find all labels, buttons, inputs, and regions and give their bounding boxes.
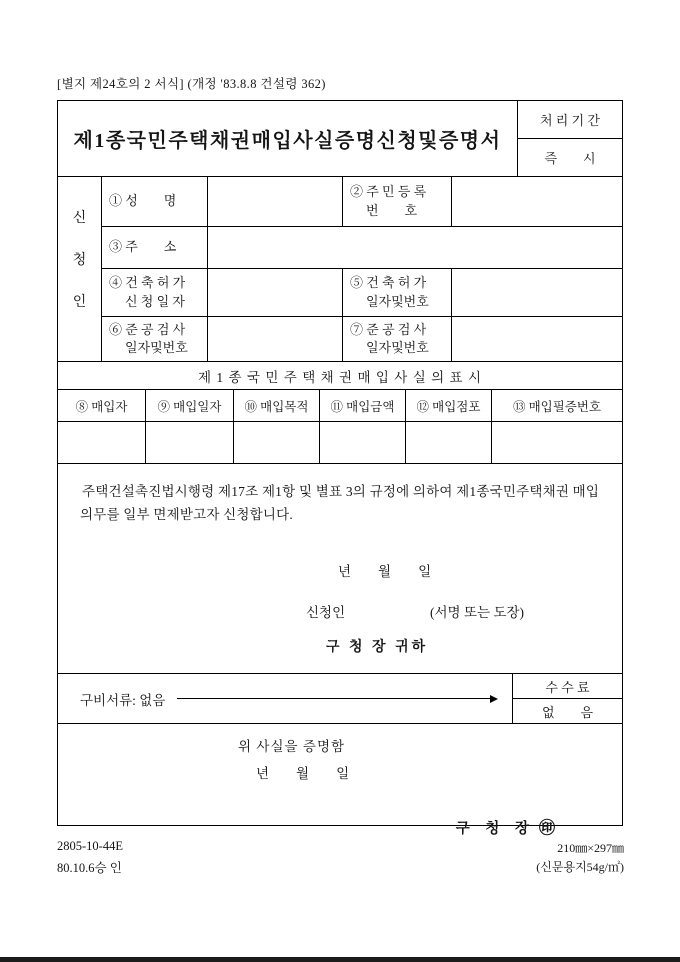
applicant-signature-label: 신청인	[306, 605, 346, 620]
applicant-side-label	[58, 177, 102, 361]
form-number: 2805-10-44E	[57, 839, 123, 853]
table-empty-cell	[492, 422, 622, 463]
permit-application-date-label: ④ 건 축 허 가 신 청 일 자	[102, 269, 208, 316]
building-permit-row	[102, 269, 622, 317]
name-value-cell	[208, 177, 343, 226]
purchase-table-empty-row	[58, 422, 622, 464]
name-label: ① 성 명	[102, 177, 208, 226]
resident-number-label: ② 주 민 등 록 번 호	[342, 177, 452, 226]
purchase-table-header	[58, 390, 622, 422]
column-header-certificate-number: ⑬ 매입필증번호	[512, 399, 602, 414]
table-empty-cell	[234, 422, 320, 463]
applicant-fields	[102, 177, 622, 361]
completion-inspection-label-7: ⑦ 준 공 검 사 일자및번호	[342, 317, 452, 361]
addressee-line: 구 청 장 귀하	[326, 640, 429, 655]
required-documents-cell	[58, 674, 513, 723]
paper-spec-note: (신문용지54g/㎡)	[536, 860, 624, 874]
applicant-side-char: 신	[72, 211, 87, 226]
applicant-side-char: 청	[72, 253, 87, 268]
processing-time-label: 처 리 기 간	[518, 101, 622, 139]
fee-value: 없 음	[541, 704, 594, 720]
table-empty-cell	[320, 422, 406, 463]
address-value-cell	[208, 227, 622, 268]
arrow-head-icon	[490, 695, 498, 703]
column-header-buyer: ⑧ 매입자	[58, 390, 146, 421]
certification-section	[58, 724, 622, 837]
scan-edge-artifact	[0, 957, 680, 962]
fee-box	[513, 674, 622, 723]
completion-inspection-value-cell-6	[208, 317, 343, 361]
certification-date-line: 년 월 일	[256, 766, 350, 781]
purchase-section-title: 제 1 종 국 민 주 택 채 권 매 입 사 실 의 표 시	[58, 362, 622, 390]
permit-date-number-value-cell	[452, 269, 622, 316]
application-form	[57, 100, 623, 837]
approval-note: 80.10.6승 인	[57, 861, 122, 875]
column-header-purchase-amount: ⑪ 매입금액	[320, 390, 406, 421]
address-row	[102, 227, 622, 269]
signature-or-seal-note: (서명 또는 도장)	[430, 605, 524, 620]
permit-date-number-label: ⑤ 건 축 허 가 일자및번호	[342, 269, 452, 316]
form-title: 제1종국민주택채권매입사실증명신청및증명서	[58, 101, 518, 176]
column-header-purchase-branch: ⑫ 매입점포	[406, 390, 492, 421]
arrow-shaft	[177, 698, 490, 699]
resident-number-value-cell	[452, 177, 622, 226]
table-empty-cell	[58, 422, 146, 463]
processing-time-value: 즉 시	[544, 151, 596, 166]
permit-application-date-value-cell	[208, 269, 343, 316]
column-header-purchase-purpose: ⑩ 매입목적	[234, 390, 320, 421]
column-header-purchase-date: ⑨ 매입일자	[146, 390, 234, 421]
seal-mark: ㊞	[539, 820, 556, 837]
paper-size-note: 210㎜×297㎜	[557, 841, 624, 855]
form-header-row	[58, 101, 622, 177]
completion-inspection-row	[102, 317, 622, 361]
address-label: ③ 주 소	[102, 227, 208, 268]
table-empty-cell	[146, 422, 234, 463]
declaration-paragraph: 주택건설촉진법시행령 제17조 제1항 및 별표 3의 규정에 의하여 제1종국민주택채권 매입의무를 일부 면제받고자 신청합니다.	[80, 484, 600, 522]
name-row	[102, 177, 622, 227]
continuation-arrow	[177, 695, 498, 703]
completion-inspection-label-6: ⑥ 준 공 검 사 일자및번호	[102, 317, 208, 361]
applicant-section	[58, 177, 622, 362]
required-documents-note: 구비서류: 없음	[80, 692, 166, 708]
declaration-section	[58, 464, 622, 674]
fee-row	[58, 674, 622, 724]
form-reference-note: [별지 제24호의 2 서식] (개정 '83.8.8 건설령 362)	[57, 77, 326, 91]
fee-label: 수 수 료	[513, 674, 622, 699]
applicant-side-char: 인	[72, 295, 87, 310]
date-line: 년 월 일	[338, 564, 432, 579]
certifier-title: 구 청 장 ㊞	[455, 820, 556, 837]
processing-time-box	[518, 101, 622, 176]
completion-inspection-value-cell-7	[452, 317, 622, 361]
certification-statement: 위 사실을 증명함	[238, 739, 346, 754]
table-empty-cell	[406, 422, 492, 463]
